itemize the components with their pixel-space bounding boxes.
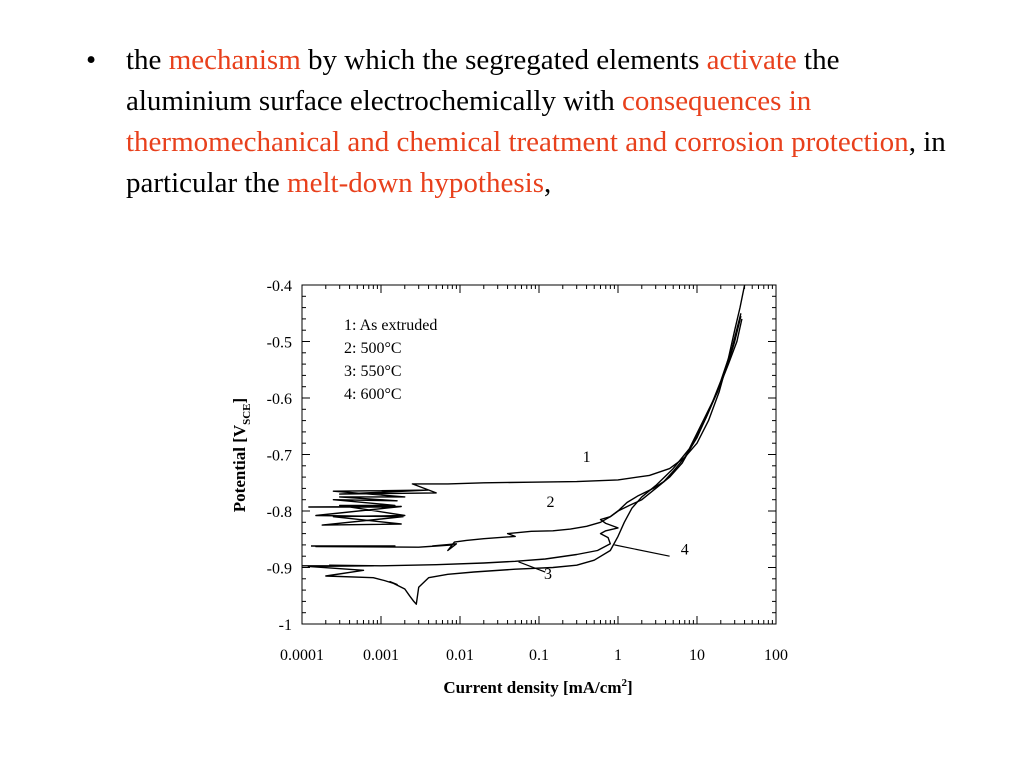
legend-entry: 1: As extruded	[344, 317, 438, 334]
legend-entry: 4: 600°C	[344, 386, 402, 403]
y-tick-label: -0.7	[266, 447, 292, 465]
y-tick-label: -0.5	[266, 334, 292, 352]
x-tick-label: 0.001	[363, 647, 399, 664]
y-tick-label: -1	[278, 617, 292, 634]
highlight-segment: activate	[706, 44, 797, 76]
y-axis-title: Potential $[V_{SCE}]$	[230, 397, 253, 513]
x-tick-label: 0.0001	[280, 647, 324, 664]
plot-frame	[302, 285, 776, 624]
legend-entry: 2: 500°C	[344, 340, 402, 357]
x-tick-label: 1	[614, 647, 622, 664]
leader-line	[518, 562, 545, 572]
x-tick-label: 10	[689, 647, 705, 664]
x-axis-title: Current density $[mA/cm^2]$	[443, 677, 633, 697]
legend-entry: 3: 550°C	[344, 363, 402, 380]
curve-label-4: 4	[680, 541, 689, 559]
x-tick-label: 100	[764, 647, 788, 664]
y-tick-label: -0.9	[266, 560, 292, 578]
x-tick-label: 0.1	[529, 647, 549, 664]
legend	[344, 317, 437, 403]
curve-label-2: 2	[546, 494, 555, 512]
x-tick-label: 0.01	[446, 647, 474, 664]
text-segment: ,	[543, 167, 552, 199]
text-segment: the aluminium surface electrochemically with	[126, 44, 840, 117]
highlight-segment: melt-down hypothesis	[287, 167, 544, 199]
y-tick-label: -0.4	[266, 278, 292, 295]
highlight-segment: consequences in thermomechanical and chemical treatment and corrosion protection	[126, 85, 909, 158]
bullet-marker: •	[86, 44, 97, 76]
leader-line	[614, 545, 669, 556]
y-tick-label: -0.6	[266, 391, 292, 408]
curve-label-1: 1	[582, 448, 591, 466]
axes-layer	[267, 278, 788, 664]
text-segment: by which the segregated elements	[300, 44, 707, 76]
curve-label-3: 3	[544, 565, 553, 583]
text-segment: the	[126, 44, 169, 76]
text-segment: , in particular the	[126, 126, 946, 199]
highlight-segment: mechanism	[168, 44, 301, 76]
y-tick-label: -0.8	[266, 504, 292, 521]
